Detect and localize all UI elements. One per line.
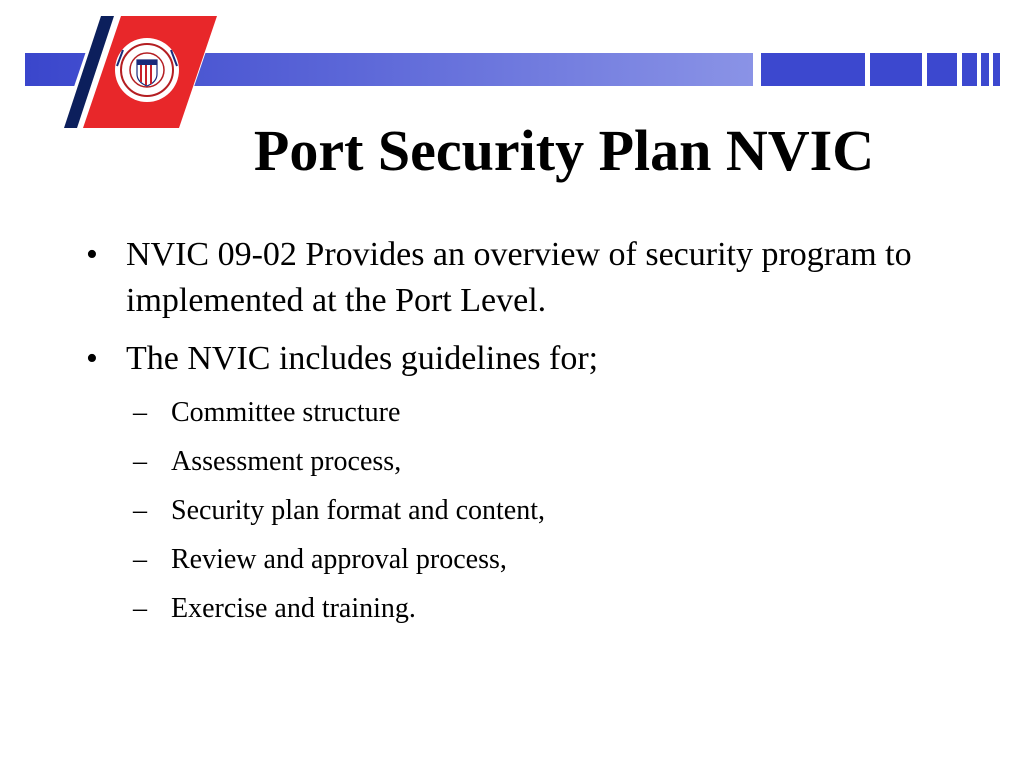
sub-bullet-item [133,443,966,481]
bullet-list [86,232,966,639]
sub-bullet-item [133,394,966,432]
header-block-2 [870,53,922,86]
sub-bullet-marker: – [133,397,147,428]
bullet-text: NVIC 09-02 Provides an overview of security program to implemented at the Port Level. [126,236,912,319]
header-block-1 [761,53,865,86]
header-block-5 [981,53,989,86]
bullet-marker: • [86,236,98,273]
sub-bullet-text: Committee structure [171,397,401,428]
bullet-marker: • [86,340,98,377]
coast-guard-emblem-icon [115,38,179,102]
header-block-6 [993,53,1000,86]
header-block-4 [962,53,977,86]
bullet-item [86,336,966,382]
sub-bullet-item [133,541,966,579]
bullet-text: The NVIC includes guidelines for; [126,340,599,377]
sub-bullet-marker: – [133,544,147,575]
sub-bullet-item [133,492,966,530]
sub-bullet-text: Assessment process, [171,446,402,477]
sub-bullet-marker: – [133,593,147,624]
bullet-item [86,232,966,324]
header-block-3 [927,53,957,86]
coast-guard-stripe-logo [0,0,240,135]
sub-bullet-text: Security plan format and content, [171,495,545,526]
slide-title: Port Security Plan NVIC [253,118,875,183]
sub-bullet-item [133,590,966,628]
sub-bullet-text: Exercise and training. [171,593,416,624]
sub-bullet-text: Review and approval process, [171,544,507,575]
sub-bullet-marker: – [133,495,147,526]
sub-bullet-marker: – [133,446,147,477]
